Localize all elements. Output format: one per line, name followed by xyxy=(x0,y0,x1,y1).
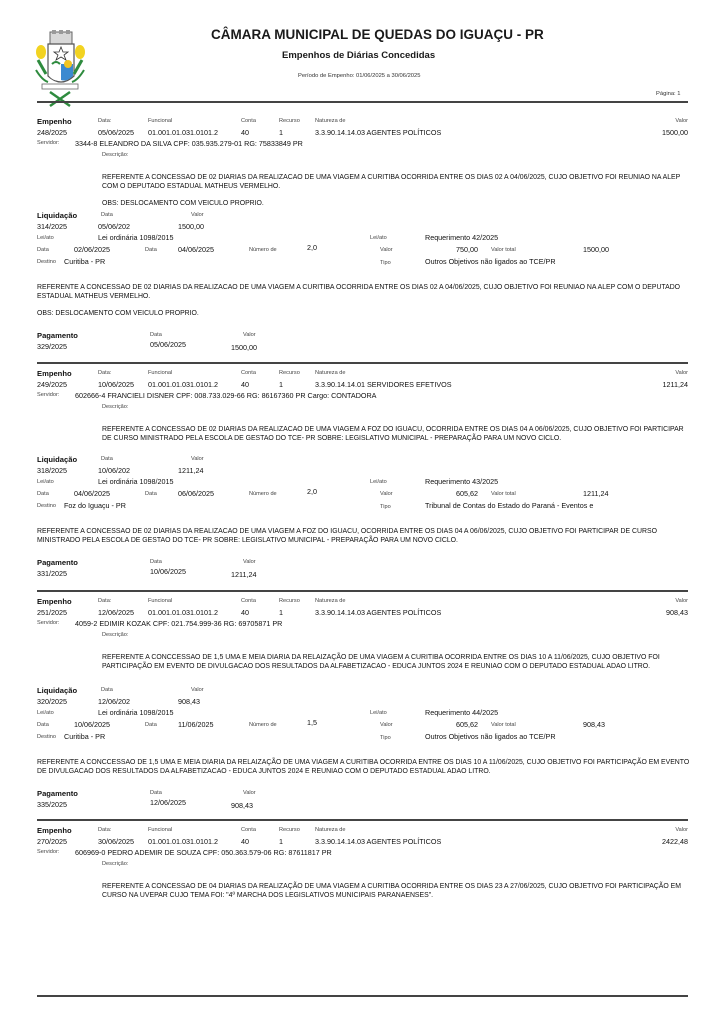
numero-de-label: Número de xyxy=(249,491,277,497)
liquidacao-obs: OBS: DESLOCAMENTO COM VEICULO PROPRIO. xyxy=(37,310,199,318)
pagamento-date: 12/06/2025 xyxy=(150,798,186,808)
numero-diarias: 2,0 xyxy=(307,243,317,252)
tipo-label: Tipo xyxy=(380,735,391,741)
liq-data-label: Data xyxy=(101,456,113,462)
pagamento-date: 10/06/2025 xyxy=(150,567,186,577)
recurso-value: 1 xyxy=(279,380,283,389)
empenho-date: 30/06/2025 xyxy=(98,837,134,846)
liquidacao-number[interactable]: 318/2025 xyxy=(37,466,67,475)
empenho-description: REFERENTE A CONCESSAO DE 02 DIARIAS DA REALIZACAO DE UMA VIAGEM A FOZ DO IGUACU, OCORRIDA ENTRE OS DIAS 04 A 06/06/2025, CUJO OBJETIVO FOI PARTICIPAR DE CURSO MINISTRADO PELA ESCOLA DE GESTAO DO TCE- PR SOBRE: LEGISLATIVO MUNICIPAL - PREPARAÇÃO PARA UM NOVO CICLO. xyxy=(102,426,684,443)
report-period: Período de Empenho: 01/06/2025 a 30/06/2025 xyxy=(298,73,421,79)
empenho-date: 05/06/2025 xyxy=(98,128,134,137)
numero-diarias: 2,0 xyxy=(307,487,317,496)
recurso-value: 1 xyxy=(279,128,283,137)
empenho-date: 10/06/2025 xyxy=(98,380,134,389)
natureza-value: 3.3.90.14.14.03 AGENTES POLÍTICOS xyxy=(315,608,442,617)
data-label: Data: xyxy=(98,598,112,604)
empenho-obs: OBS: DESLOCAMENTO COM VEICULO PROPRIO. xyxy=(102,200,264,208)
diaria-valor-label: Valor xyxy=(380,491,393,497)
empenho-number[interactable]: 251/2025 xyxy=(37,608,67,617)
pag-valor-label: Valor xyxy=(243,559,256,566)
natureza-value: 3.3.90.14.14.01 SERVIDORES EFETIVOS xyxy=(315,380,452,389)
data-label: Data: xyxy=(98,827,112,833)
inicio-data-label: Data xyxy=(37,247,49,253)
footer-divider xyxy=(37,995,688,997)
report-subtitle: Empenhos de Diárias Concedidas xyxy=(282,50,436,61)
data-fim: 11/06/2025 xyxy=(178,720,214,729)
valor-label: Valor xyxy=(675,370,688,376)
empenho-label: Empenho xyxy=(37,117,72,126)
conta-value: 40 xyxy=(241,380,249,389)
servidor-value: 602666-4 FRANCIELI DISNER CPF: 008.733.029-66 RG: 86167360 PR Cargo: CONTADORA xyxy=(75,391,377,400)
recurso-label: Recurso xyxy=(279,118,300,124)
empenho-divider xyxy=(37,362,688,364)
recurso-value: 1 xyxy=(279,608,283,617)
liquidacao-date: 05/06/202 xyxy=(98,222,130,231)
destino-value: Foz do Iguaçu - PR xyxy=(64,501,126,510)
data-inicio: 10/06/2025 xyxy=(74,720,110,729)
liquidacao-description: REFERENTE A CONCESSAO DE 02 DIARIAS DA REALIZACAO DE UMA VIAGEM A FOZ DO IGUACU, OCORRIDA ENTRE OS DIAS 04 A 06/06/2025, CUJO OBJETIVO FOI PARTICIPAR DE CURSO MINISTRADO PELA ESCOLA DE GESTAO DO TCE- PR SOBRE: LEGISLATIVO MUNICIPAL - PREPARAÇÃO PARA UM NOVO CICLO. xyxy=(37,528,657,545)
leiato2-value: Requerimento 42/2025 xyxy=(425,233,499,242)
empenho-label: Empenho xyxy=(37,369,72,378)
destino-label: Destino xyxy=(37,734,56,740)
empenho-description: REFERENTE A CONCCESSAO DE 1,5 UMA E MEIA DIARIA DA RELAIZAÇÃO DE UMA VIAGEM A CURITIBA OCORRIDA ENTRE OS DIAS 10 A 11/06/2025, CUJO OBJETIVO FOI PARTICIPAÇÃO EM EVENTO DE DIVULGACAO DOS RESULTADOS DA ALFABETIZACAO - EDUCA JUNTOS 2024 E REUNIAO COM O DEPUTADO ESTADUAL ADAO LITRO. xyxy=(102,654,660,671)
data-label: Data: xyxy=(98,118,112,124)
fim-data-label: Data xyxy=(145,491,157,497)
valor-label: Valor xyxy=(675,598,688,604)
recurso-label: Recurso xyxy=(279,370,300,376)
natureza-label: Natureza de xyxy=(315,827,346,833)
liquidacao-date: 12/06/202 xyxy=(98,697,130,706)
inicio-data-label: Data xyxy=(37,722,49,728)
empenho-date: 12/06/2025 xyxy=(98,608,134,617)
conta-value: 40 xyxy=(241,608,249,617)
numero-de-label: Número de xyxy=(249,722,277,728)
valor-total-label: Valor total xyxy=(491,247,516,253)
diaria-valor-label: Valor xyxy=(380,722,393,728)
leiato-value: Lei ordinária 1098/2015 xyxy=(98,708,174,717)
data-inicio: 02/06/2025 xyxy=(74,245,110,254)
leiato-value: Lei ordinária 1098/2015 xyxy=(98,233,174,242)
empenho-label: Empenho xyxy=(37,597,72,606)
empenho-valor: 908,43 xyxy=(666,608,688,617)
leiato-label: Lei/ato xyxy=(37,479,54,485)
valor-total: 908,43 xyxy=(583,720,605,729)
servidor-label: Servidor: xyxy=(37,849,60,855)
leiato-value: Lei ordinária 1098/2015 xyxy=(98,477,174,486)
empenho-divider xyxy=(37,819,688,821)
pag-data-label: Data xyxy=(150,559,162,566)
data-fim: 06/06/2025 xyxy=(178,489,214,498)
diaria-valor-label: Valor xyxy=(380,247,393,253)
numero-diarias: 1,5 xyxy=(307,718,317,727)
empenho-number[interactable]: 249/2025 xyxy=(37,380,67,389)
leiato2-value: Requerimento 44/2025 xyxy=(425,708,499,717)
empenho-description: REFERENTE A CONCESSAO DE 04 DIARIAS DA REALIZAÇÃO DE UMA VIAGEM A CURITIBA OCORRIDA ENTRE OS DIAS 23 A 27/06/2025, CUJO OBJETIVO FOI PARTICIPAÇÃO EM CURSO NA UVEPAR CUJO TEMA FOI: "4º MARCHA DOS LEGISLATIVOS MUNICIPAIS PARANAENSES". xyxy=(102,883,681,900)
empenho-valor: 1211,24 xyxy=(662,380,688,389)
funcional-label: Funcional xyxy=(148,827,173,833)
liquidacao-date: 10/06/202 xyxy=(98,466,130,475)
conta-label: Conta xyxy=(241,118,256,124)
tipo-value: Outros Objetivos não ligados ao TCE/PR xyxy=(425,732,556,741)
data-fim: 04/06/2025 xyxy=(178,245,214,254)
tipo-value: Tribunal de Contas do Estado do Paraná - Eventos e xyxy=(425,501,594,510)
destino-label: Destino xyxy=(37,503,56,509)
empenho-number[interactable]: 270/2025 xyxy=(37,837,67,846)
descricao-label: Descrição: xyxy=(102,152,129,158)
servidor-label: Servidor: xyxy=(37,392,60,398)
valor-total: 1500,00 xyxy=(583,245,609,254)
valor-diaria: 605,62 xyxy=(456,489,478,498)
funcional-label: Funcional xyxy=(148,370,173,376)
pag-data-label: Data xyxy=(150,332,162,339)
valor-diaria: 605,62 xyxy=(456,720,478,729)
recurso-value: 1 xyxy=(279,837,283,846)
servidor-label: Servidor: xyxy=(37,140,60,146)
conta-value: 40 xyxy=(241,837,249,846)
leiato2-label: Lei/ato xyxy=(370,479,387,485)
pag-valor-label: Valor xyxy=(243,332,256,339)
liquidacao-number[interactable]: 320/2025 xyxy=(37,697,67,706)
liq-data-label: Data xyxy=(101,687,113,693)
liq-valor-label: Valor xyxy=(191,687,204,693)
liq-valor-label: Valor xyxy=(191,456,204,462)
conta-label: Conta xyxy=(241,370,256,376)
destino-value: Curitiba - PR xyxy=(64,257,106,266)
natureza-value: 3.3.90.14.14.03 AGENTES POLÍTICOS xyxy=(315,128,442,137)
conta-label: Conta xyxy=(241,827,256,833)
page-number: Página: 1 xyxy=(656,91,681,97)
liquidacao-label: Liquidação xyxy=(37,211,78,220)
leiato2-label: Lei/ato xyxy=(370,710,387,716)
servidor-value: 606969-0 PEDRO ADEMIR DE SOUZA CPF: 050.363.579-06 RG: 87611817 PR xyxy=(75,848,332,857)
pagamento-label: Pagamento xyxy=(37,331,78,341)
servidor-value: 4059-2 EDIMIR KOZAK CPF: 021.754.999-36 RG: 69705871 PR xyxy=(75,619,283,628)
descricao-label: Descrição: xyxy=(102,404,129,410)
servidor-value: 3344-8 ELEANDRO DA SILVA CPF: 035.935.279-01 RG: 75833849 PR xyxy=(75,139,303,148)
liquidacao-number[interactable]: 314/2025 xyxy=(37,222,67,231)
inicio-data-label: Data xyxy=(37,491,49,497)
funcional-value: 01.001.01.031.0101.2 xyxy=(148,380,218,389)
valor-label: Valor xyxy=(675,118,688,124)
header-divider xyxy=(37,101,688,103)
liq-data-label: Data xyxy=(101,212,113,218)
destino-label: Destino xyxy=(37,259,56,265)
leiato2-label: Lei/ato xyxy=(370,235,387,241)
data-label: Data: xyxy=(98,370,112,376)
pagamento-valor: 1211,24 xyxy=(231,570,257,580)
funcional-value: 01.001.01.031.0101.2 xyxy=(148,837,218,846)
valor-total: 1211,24 xyxy=(583,489,609,498)
fim-data-label: Data xyxy=(145,247,157,253)
valor-total-label: Valor total xyxy=(491,491,516,497)
servidor-label: Servidor: xyxy=(37,620,60,626)
natureza-label: Natureza de xyxy=(315,598,346,604)
empenho-description: REFERENTE A CONCESSAO DE 02 DIARIAS DA REALIZACAO DE UMA VIAGEM A CURITIBA OCORRIDA ENTRE OS DIAS 02 A 04/06/2025, CUJO OBJETIVO FOI REUNIAO NA ALEP COM O DEPUTADO ESTADUAL MATHEUS VERMELHO. xyxy=(102,174,681,191)
funcional-label: Funcional xyxy=(148,118,173,124)
valor-total-label: Valor total xyxy=(491,722,516,728)
descricao-label: Descrição: xyxy=(102,861,129,867)
conta-label: Conta xyxy=(241,598,256,604)
natureza-value: 3.3.90.14.14.03 AGENTES POLÍTICOS xyxy=(315,837,442,846)
numero-de-label: Número de xyxy=(249,247,277,253)
funcional-value: 01.001.01.031.0101.2 xyxy=(148,128,218,137)
liquidacao-valor: 908,43 xyxy=(178,697,200,706)
leiato2-value: Requerimento 43/2025 xyxy=(425,477,499,486)
tipo-label: Tipo xyxy=(380,260,391,266)
liq-valor-label: Valor xyxy=(191,212,204,218)
fim-data-label: Data xyxy=(145,722,157,728)
empenho-valor: 1500,00 xyxy=(662,128,688,137)
recurso-label: Recurso xyxy=(279,827,300,833)
liquidacao-label: Liquidação xyxy=(37,455,78,464)
recurso-label: Recurso xyxy=(279,598,300,604)
liquidacao-label: Liquidação xyxy=(37,686,78,695)
pagamento-number[interactable]: 331/2025 xyxy=(37,569,67,579)
pagamento-number[interactable]: 335/2025 xyxy=(37,800,67,810)
pagamento-date: 05/06/2025 xyxy=(150,340,186,350)
natureza-label: Natureza de xyxy=(315,370,346,376)
pagamento-label: Pagamento xyxy=(37,558,78,568)
tipo-value: Outros Objetivos não ligados ao TCE/PR xyxy=(425,257,556,266)
pagamento-label: Pagamento xyxy=(37,789,78,799)
destino-value: Curitiba - PR xyxy=(64,732,106,741)
data-inicio: 04/06/2025 xyxy=(74,489,110,498)
empenho-divider xyxy=(37,590,688,592)
valor-diaria: 750,00 xyxy=(456,245,478,254)
tipo-label: Tipo xyxy=(380,504,391,510)
funcional-label: Funcional xyxy=(148,598,173,604)
conta-value: 40 xyxy=(241,128,249,137)
liquidacao-valor: 1211,24 xyxy=(178,466,204,475)
liquidacao-valor: 1500,00 xyxy=(178,222,204,231)
pagamento-valor: 1500,00 xyxy=(231,343,257,353)
empenho-label: Empenho xyxy=(37,826,72,835)
pag-valor-label: Valor xyxy=(243,790,256,797)
pagamento-number[interactable]: 329/2025 xyxy=(37,342,67,352)
valor-label: Valor xyxy=(675,827,688,833)
descricao-label: Descrição: xyxy=(102,632,129,638)
liquidacao-description: REFERENTE A CONCCESSAO DE 1,5 UMA E MEIA DIARIA DA RELAIZAÇÃO DE UMA VIAGEM A CURITIBA OCORRIDA ENTRE OS DIAS 10 A 11/06/2025, CUJO OBJETIVO FOI PARTICIPAÇÃO EM EVENTO DE DIVULGACAO DOS RESULTADOS DA ALFABETIZACAO - EDUCA JUNTOS 2024 E REUNIAO COM O DEPUTADO ESTADUAL ADAO LITRO. xyxy=(37,759,690,776)
report-organization-title: CÂMARA MUNICIPAL DE QUEDAS DO IGUAÇU - PR xyxy=(211,27,544,42)
pagamento-valor: 908,43 xyxy=(231,801,253,811)
pag-data-label: Data xyxy=(150,790,162,797)
leiato-label: Lei/ato xyxy=(37,235,54,241)
liquidacao-description: REFERENTE A CONCESSAO DE 02 DIARIAS DA REALIZACAO DE UMA VIAGEM A CURITIBA OCORRIDA ENTRE OS DIAS 02 A 04/06/2025, CUJO OBJETIVO FOI REUNIAO NA ALEP COM O DEPUTADO ESTADUAL MATHEUS VERMELHO. xyxy=(37,284,681,301)
natureza-label: Natureza de xyxy=(315,118,346,124)
empenho-number[interactable]: 248/2025 xyxy=(37,128,67,137)
empenho-valor: 2422,48 xyxy=(662,837,688,846)
leiato-label: Lei/ato xyxy=(37,710,54,716)
funcional-value: 01.001.01.031.0101.2 xyxy=(148,608,218,617)
